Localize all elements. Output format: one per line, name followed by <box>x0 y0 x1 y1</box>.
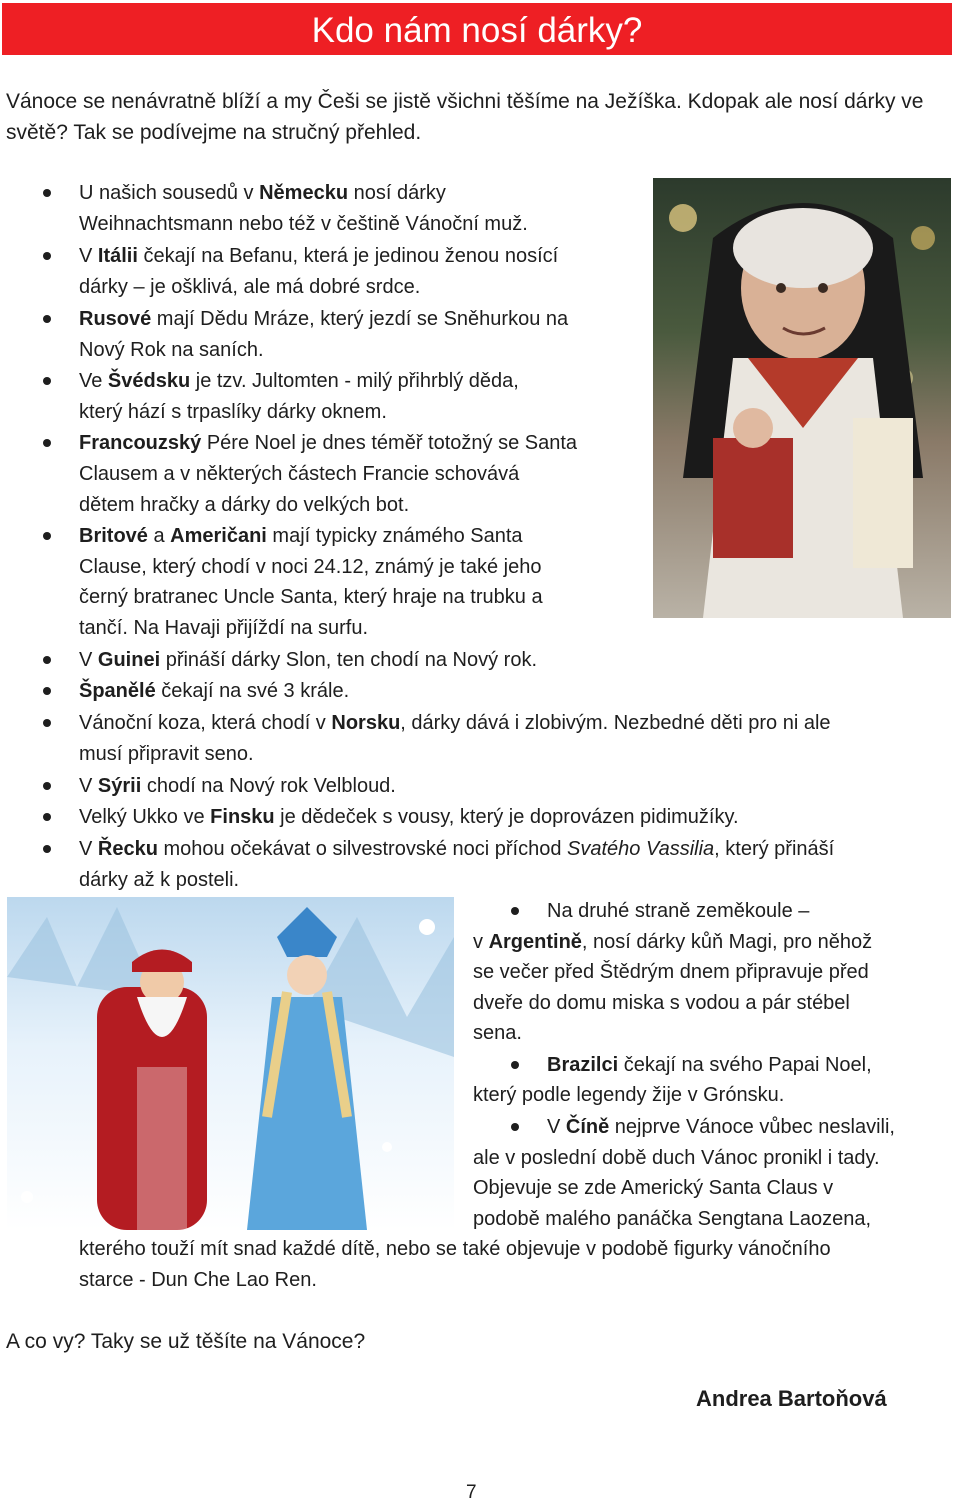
line-norway: Vánoční koza, která chodí v Norsku, dárky dává i zlobivým. Nezbedné děti pro ni ale <box>79 712 831 734</box>
intro-paragraph: Vánoce se nenávratně blíží a my Češi se jistě všichni těšíme na Ježíška. Kdopak ale nosí dárky ve světě? Tak se podívejme na stručný přehled. <box>6 90 924 144</box>
line-syria: V Sýrii chodí na Nový rok Velbloud. <box>79 775 396 797</box>
author-name: Andrea Bartoňová <box>696 1386 887 1411</box>
line-china-4: podobě malého panáčka Sengtana Laozena, <box>473 1208 872 1230</box>
line-germany: U našich sousedů v Německu nosí dárky <box>79 182 446 204</box>
bullet-spain <box>43 687 51 695</box>
line-brazil-2: který podle legendy žije v Grónsku. <box>473 1084 785 1106</box>
line-china-5: kterého touží mít snad každé dítě, nebo se také objevuje v podobě figurky vánočního <box>79 1238 831 1260</box>
line-argentina-3: se večer před Štědrým dnem připravuje před <box>473 961 869 983</box>
closing-question: A co vy? Taky se už těšíte na Vánoce? <box>6 1330 366 1353</box>
bullet-brazil <box>511 1061 519 1069</box>
bullet-italy <box>43 252 51 260</box>
line-argentina: Na druhé straně zeměkoule – <box>547 900 810 922</box>
line-france-2: Clausem a v některých částech Francie schovává <box>79 463 520 485</box>
bullet-china <box>511 1123 519 1131</box>
bullet-norway <box>43 719 51 727</box>
line-russia: Rusové mají Dědu Mráze, který jezdí se Sněhurkou na <box>79 308 569 330</box>
bullet-britain-usa <box>43 532 51 540</box>
bullet-syria <box>43 782 51 790</box>
page-title: Kdo nám nosí dárky? <box>311 11 643 50</box>
line-finland: Velký Ukko ve Finsku je dědeček s vousy, který je doprovázen pidimužíky. <box>79 806 739 828</box>
line-sweden: Ve Švédsku je tzv. Jultomten - milý přihrblý děda, <box>79 370 519 392</box>
line-france: Francouzský Pére Noel je dnes téměř totožný se Santa <box>79 432 578 454</box>
line-france-3: dětem hračky a dárky do velkých bot. <box>79 494 410 516</box>
line-greece: V Řecku mohou očekávat o silvestrovské noci příchod Svatého Vassilia, který přináší <box>79 838 835 860</box>
line-china: V Číně nejprve Vánoce vůbec neslavili, <box>547 1116 895 1138</box>
line-russia-2: Nový Rok na saních. <box>79 339 264 361</box>
page-number: 7 <box>466 1482 477 1503</box>
line-britain-usa-4: tančí. Na Havaji přijíždí na surfu. <box>79 617 369 639</box>
bullet-finland <box>43 813 51 821</box>
ded-moroz-snegurochka-photo <box>7 897 454 1230</box>
line-britain-usa-2: Clause, který chodí v noci 24.12, známý je také jeho <box>79 556 542 578</box>
line-germany-2: Weihnachtsmann nebo též v češtině Vánoční muž. <box>79 213 528 235</box>
line-norway-2: musí připravit seno. <box>79 743 254 765</box>
line-greece-2: dárky až k posteli. <box>79 869 240 891</box>
line-argentina-2: v Argentině, nosí dárky kůň Magi, pro něhož <box>473 931 873 953</box>
bullet-france <box>43 439 51 447</box>
bullet-argentina <box>511 907 519 915</box>
line-britain-usa-3: černý bratranec Uncle Santa, který hraje na trubku a <box>79 586 543 608</box>
line-italy: V Itálii čekají na Befanu, která je jedinou ženou nosící <box>79 245 559 267</box>
line-china-2: ale v poslední době duch Vánoc pronikl i tady. <box>473 1147 880 1169</box>
line-italy-2: dárky – je ošklivá, ale má dobré srdce. <box>79 276 421 298</box>
line-argentina-4: dveře do domu miska s vodou a pár stébel <box>473 992 850 1014</box>
bullet-russia <box>43 315 51 323</box>
line-china-3: Objevuje se zde Americký Santa Claus v <box>473 1177 834 1199</box>
line-brazil: Brazilci čekají na svého Papai Noel, <box>547 1054 872 1076</box>
line-guinea: V Guinei přináší dárky Slon, ten chodí na Nový rok. <box>79 649 537 671</box>
befana-photo <box>653 178 951 618</box>
bullet-greece <box>43 845 51 853</box>
bullet-germany <box>43 189 51 197</box>
bullet-guinea <box>43 656 51 664</box>
line-argentina-5: sena. <box>473 1022 522 1044</box>
line-spain: Španělé čekají na své 3 krále. <box>79 680 350 702</box>
line-china-6: starce - Dun Che Lao Ren. <box>79 1269 317 1291</box>
line-britain-usa: Britové a Američani mají typicky známého Santa <box>79 525 523 547</box>
title-banner <box>2 3 952 55</box>
bullet-sweden <box>43 377 51 385</box>
line-sweden-2: který hází s trpaslíky dárky oknem. <box>79 401 387 423</box>
